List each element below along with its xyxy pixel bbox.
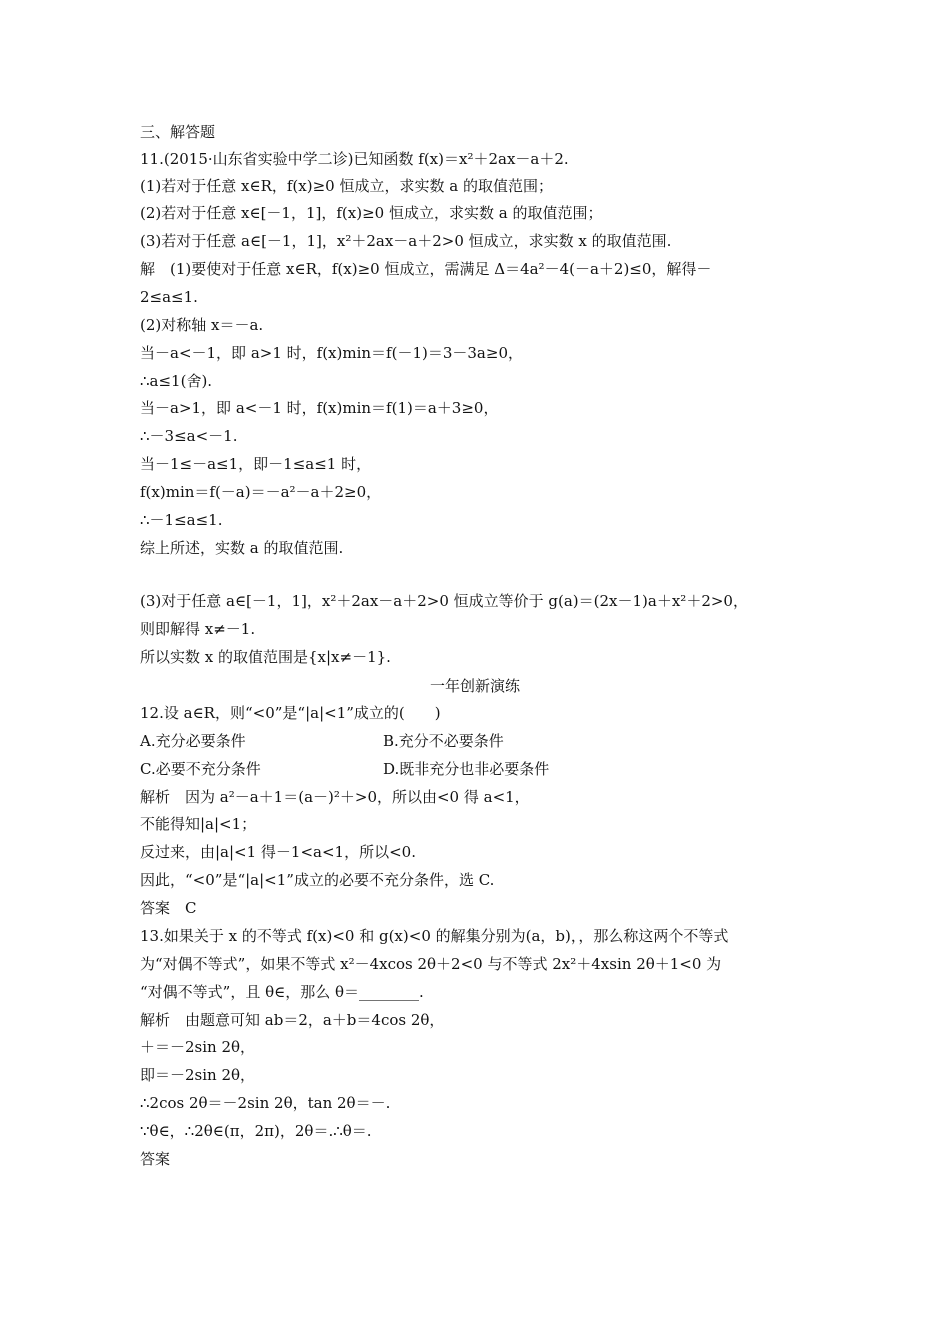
q13-analysis-line: ∴2cos 2θ＝－2sin 2θ，tan 2θ＝－. [140,1094,391,1112]
q13-stem-line: 13.如果关于 x 的不等式 f(x)<0 和 g(x)<0 的解集分别为(a，b)，，那么称这两个不等式 [140,927,729,945]
q12-option-d: D.既非充分也非必要条件 [383,760,550,778]
q11-part3-solution-line: (3)对于任意 a∈[－1，1]，x²＋2ax－a＋2>0 恒成立等价于 g(a)＝(2x－1)a＋x²＋2>0， [140,592,748,610]
q12-analysis-line: 因此，“<0”是“|a|<1”成立的必要不充分条件，选 C. [140,871,495,889]
q13-analysis-line: ＋＝－2sin 2θ， [140,1038,256,1056]
q11-solution-line: 2≤a≤1. [140,288,198,306]
q11-solution-line: f(x)min＝f(－a)＝－a²－a＋2≥0， [140,483,382,501]
q13-analysis-line: ∵θ∈，∴2θ∈(π，2π)，2θ＝.∴θ＝. [140,1122,372,1140]
q13-analysis-line: 解析 由题意可知 ab＝2，a＋b＝4cos 2θ， [140,1011,445,1029]
q12-option-a: A.充分必要条件 [140,732,246,750]
q11-solution-line: (2)对称轴 x＝－a. [140,316,264,334]
q12-analysis-line: 不能得知|a|<1； [140,815,257,833]
q12-answer: 答案 C [140,899,197,917]
q12-option-b: B.充分不必要条件 [383,732,504,750]
q11-solution-line: ∴－1≤a≤1. [140,511,223,529]
q11-part1: (1)若对于任意 x∈R，f(x)≥0 恒成立，求实数 a 的取值范围； [140,177,553,195]
q12-analysis-line: 解析 因为 a²－a＋1＝(a－)²＋>0，所以由<0 得 a<1， [140,788,530,806]
q12-analysis-line: 反过来，由|a|<1 得－1<a<1，所以<0. [140,843,416,861]
q11-part3: (3)若对于任意 a∈[－1，1]，x²＋2ax－a＋2>0 恒成立，求实数 x 的取值范围. [140,232,672,250]
q11-solution-line: 当－1≤－a≤1，即－1≤a≤1 时， [140,455,372,473]
q11-solution-line: 当－a>1，即 a<－1 时，f(x)min＝f(1)＝a＋3≥0， [140,399,499,417]
q11-part2: (2)若对于任意 x∈[－1，1]，f(x)≥0 恒成立，求实数 a 的取值范围； [140,204,603,222]
q13-answer: 答案 [140,1150,171,1168]
q13-stem-line: 为“对偶不等式”，如果不等式 x²－4xcos 2θ＋2<0 与不等式 2x²＋4xsin 2θ＋1<0 为 [140,955,722,973]
q11-solution-line: ∴a≤1(舍). [140,372,213,390]
q13-analysis-line: 即＝－2sin 2θ， [140,1066,256,1084]
q12-option-c: C.必要不充分条件 [140,760,261,778]
q12-stem: 12.设 a∈R，则“<0”是“|a|<1”成立的( ) [140,704,441,722]
q11-part3-solution-line: 则即解得 x≠－1. [140,620,256,638]
q11-stem: 11.(2015·山东省实验中学二诊)已知函数 f(x)＝x²＋2ax－a＋2. [140,150,569,168]
subsection-title: 一年创新演练 [429,677,520,695]
q11-solution-line: 解 (1)要使对于任意 x∈R，f(x)≥0 恒成立，需满足 Δ＝4a²－4(－a＋2)≤0，解得－ [140,260,712,278]
section-title: 三、解答题 [140,123,216,141]
q11-solution-line: 当－a<－1，即 a>1 时，f(x)min＝f(－1)＝3－3a≥0， [140,344,523,362]
q11-solution-line: 综上所述，实数 a 的取值范围. [140,539,344,557]
q11-solution-line: ∴－3≤a<－1. [140,427,238,445]
q11-part3-solution-line: 所以实数 x 的取值范围是{x|x≠－1}. [140,648,391,666]
q13-stem-line: “对偶不等式”，且 θ∈，那么 θ＝________. [140,983,424,1001]
